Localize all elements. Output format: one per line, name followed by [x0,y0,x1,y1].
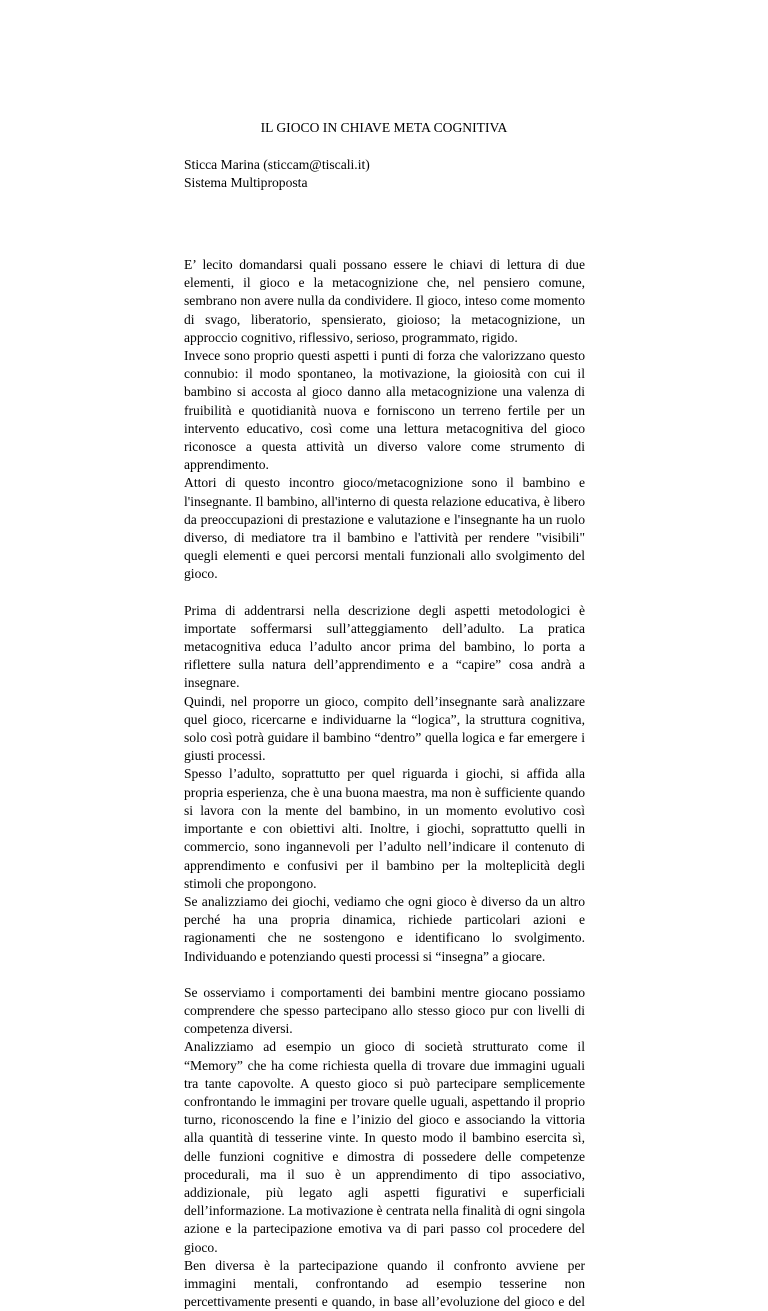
affiliation: Sistema Multiproposta [184,175,308,191]
paragraph: Ben diversa è la partecipazione quando il confronto avviene per immagini mentali, confrontando ad esempio tesserine non percettivamente presenti e quando, in base all’evoluzione del gioco e del [184,1257,585,1310]
paragraph: Se osserviamo i comportamenti dei bambini mentre giocano possiamo comprendere che spesso partecipano allo stesso gioco pur con livelli di competenza diversi. [184,984,585,1037]
paragraph: Analizziamo ad esempio un gioco di società strutturato come il “Memory” che ha come richiesta quella di trovare due immagini uguali tra tante capovolte. A questo gioco si può partecipare semplicemente confrontando le immagini per trovare quelle uguali, aspettando il proprio turno, riconoscendo la fine e l’inizio del gioco e associando la vittoria alla quantità di tesserine vinte. In questo modo il bambino esercita sì, delle funzioni cognitive e dimostra di possedere delle competenze procedurali, ma il suo è un apprendimento di tipo associativo, addizionale, più legato agli aspetti figurativi e superficiali dell’informazione. La motivazione è centrata nella finalità di ogni singola azione e la partecipazione emotiva va di pari passo col procedere del gioco. [184,1039,585,1255]
author-block [184,156,584,192]
paragraph: E’ lecito domandarsi quali possano essere le chiavi di lettura di due elementi, il gioco e la metacognizione che, nel pensiero comune, sembrano non avere nulla da condividere. Il gioco, inteso come momento di svago, liberatorio, spensierato, gioioso; la metacognizione, un approccio cognitivo, riflessivo, serioso, programmato, rigido. [184,257,585,345]
paragraph: Prima di addentrarsi nella descrizione degli aspetti metodologici è importate soffermarsi sull’atteggiamento dell’adulto. La pratica metacognitiva educa l’adulto ancor prima del bambino, lo porta a riflettere sulla natura dell’apprendimento e a “capire” cosa andrà a insegnare. [184,602,585,691]
paragraph: Invece sono proprio questi aspetti i punti di forza che valorizzano questo connubio: il modo spontaneo, la motivazione, la gioiosità con cui il bambino si accosta al gioco danno alla metacognizione una valenza di fruibilità e quotidianità nuova e forniscono un terreno fertile per un intervento educativo, così come una lettura metacognitiva del gioco riconosce a questa attività un diverso valore come strumento di apprendimento. [184,348,585,473]
author-line: Sticca Marina (sticcam@tiscali.it) [184,157,370,172]
paragraph: Spesso l’adulto, soprattutto per quel riguarda i giochi, si affida alla propria esperienza, che è una buona maestra, ma non è sufficiente quando si lavora con la mente del bambino, in un momento evolutivo così importante e con obiettivi alti. Inoltre, i giochi, soprattutto quelli in commercio, sono ingannevoli per l’adulto nell’indicare il contenuto di apprendimento e confusivi per il bambino per la molteplicità degli stimoli che propongono. [184,766,585,891]
paragraph: Quindi, nel proporre un gioco, compito dell’insegnante sarà analizzare quel gioco, ricercarne e individuarne la “logica”, la struttura cognitiva, solo così potrà guidare il bambino “dentro” quella logica e far emergere i giusti processi. [184,693,585,764]
paragraph-gap [184,966,585,984]
document-title: IL GIOCO IN CHIAVE META COGNITIVA [260,120,508,135]
paragraph: Se analizziamo dei giochi, vediamo che ogni gioco è diverso da un altro perché ha una propria dinamica, richiede particolari azioni e ragionamenti che ne sostengono e identificano lo svolgimento. Individuando e potenziando questi processi si “insegna” a giocare. [184,893,585,964]
paragraph-gap [184,584,585,602]
paragraph: Attori di questo incontro gioco/metacognizione sono il bambino e l'insegnante. Il bambino, all'interno di questa relazione educativa, è libero da preoccupazioni di prestazione e valutazione e l'insegnante ha un ruolo diverso, di mediatore tra il bambino e l'attività per rendere "visibili" quegli elementi e quei percorsi mentali funzionali allo svolgimento del gioco. [184,475,585,582]
body-text [184,256,585,1311]
